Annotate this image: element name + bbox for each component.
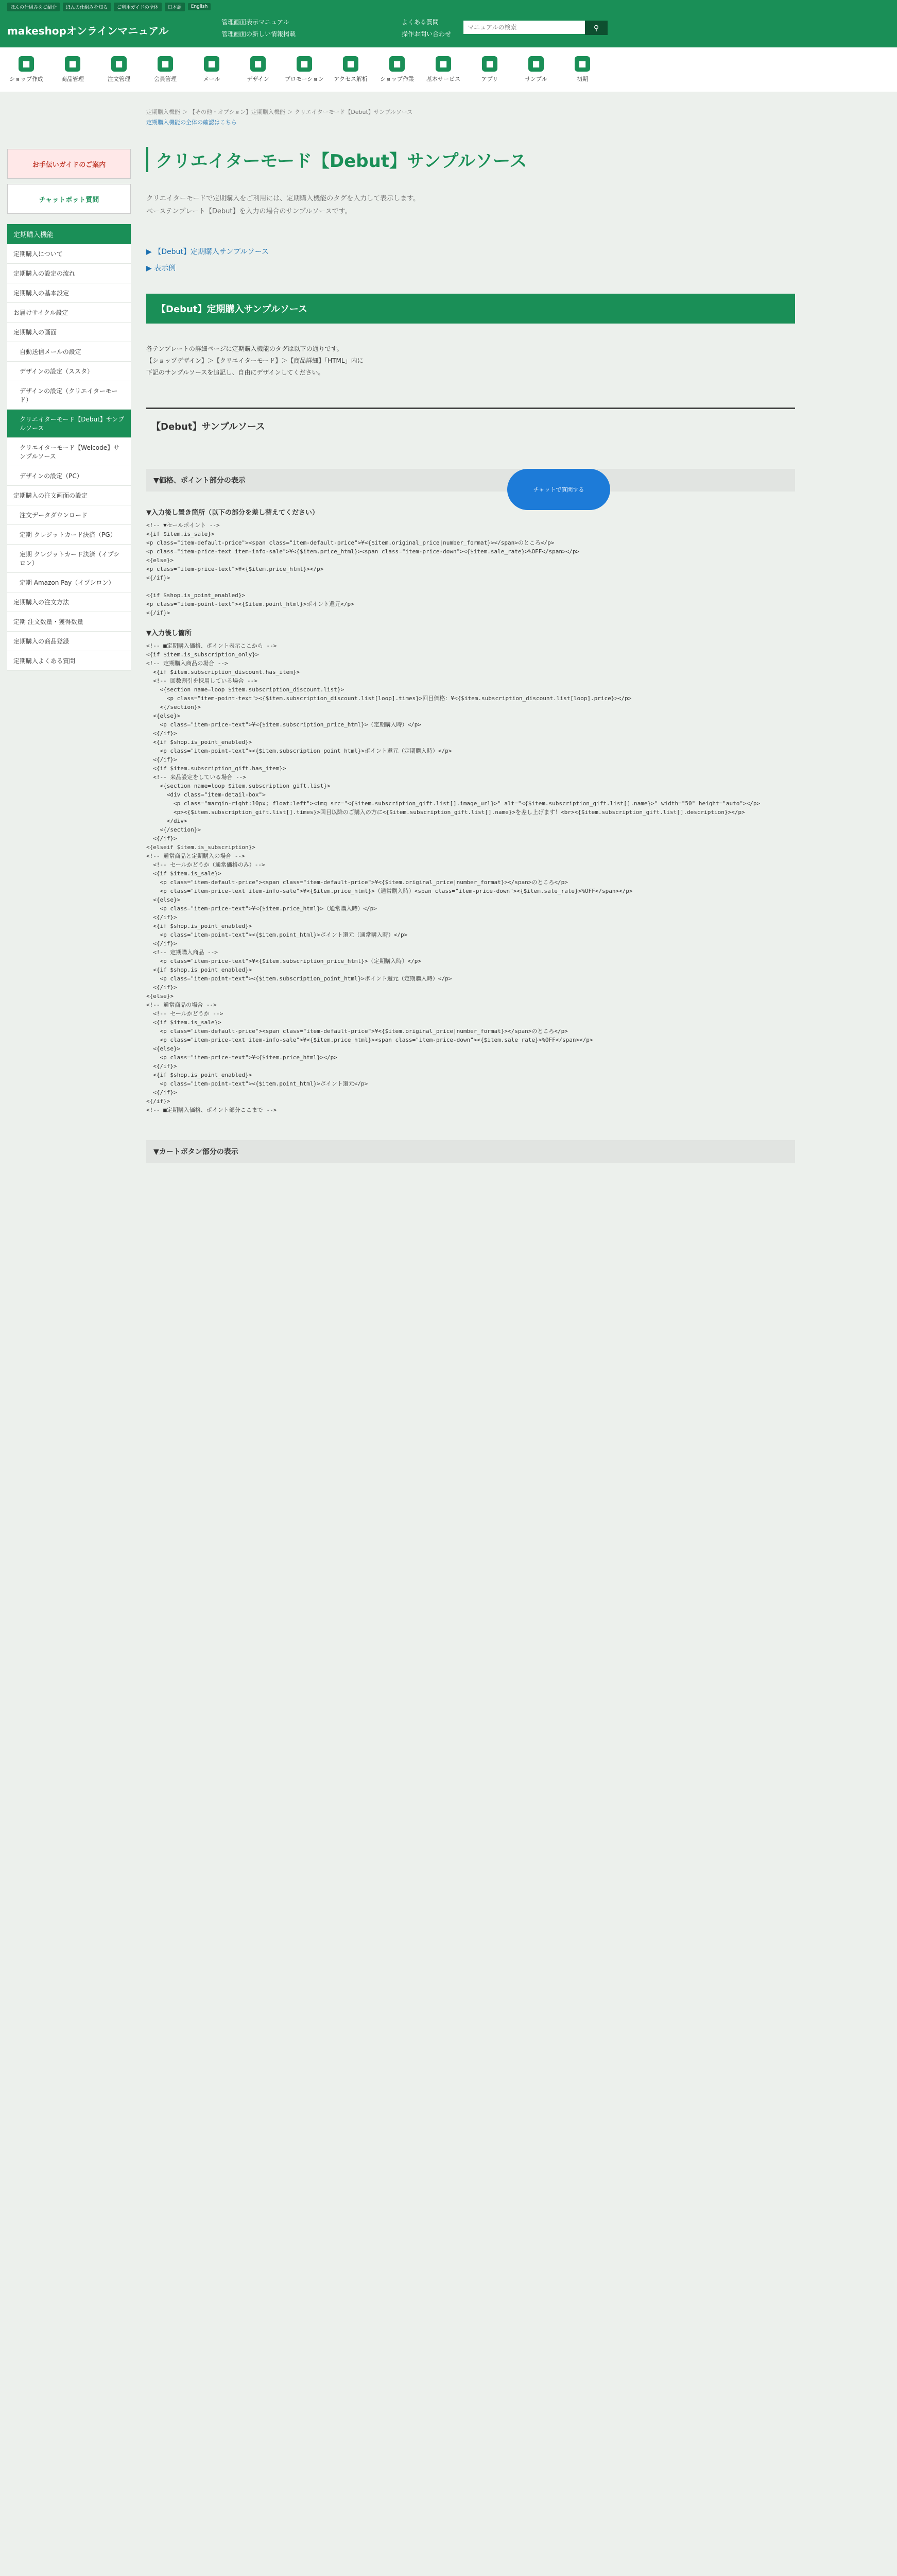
nav-label: 商品管理 [61,76,84,82]
nav-label: メール [203,76,220,82]
nav-label: プロモーション [284,76,324,82]
code-block[interactable]: <!-- ■定期購入価格、ポイント表示ここから --> <{if $item.is_subscription_only}> <!-- 定期購入商品の場合 --> <{if $item.subscription_discount.has_item}> <!-- 回数割引を採用している場合 --> <{section name=loop $item.subscription_discount.list}> <p class="item-point-text"><{$item.subscription_discount.list[loop].times}>回目価格：¥<{$item.subscription_discount.list[loop].price}></p> <{/section}> <{else}> <p class="item-price-text">¥<{$item.subscription_price_html}>（定期購入時）</p> <{/if}> <{if $shop.is_point_enabled}> <p class="item-point-text"><{$item.subscription_point_html}>ポイント還元（定期購入時）</p> <{/if}> <{if $item.subscription_gift.has_item}> <!-- 来品設定をしている場合 --> <{section name=loop $item.subscription_gift.list}> <div class="item-detail-box"> <p class="margin-right:10px; float:left"><img src="<{$item.subscription_gift.list[].image_url}>" alt="<{$item.subscription_gift.list[].name}>" width="50" height="auto"></p> <p><{$item.subscription_gift.list[].times}>回目以降のご購入の方に<{$item.subscription_gift.list[].name}>を差し上げます！<br><{$item.subscription_gift.list[].description}></p> </div> <{/section}> <{/if}> <{elseif $item.is_subscription}> <!-- 通常商品と定期購入の場合 --> <!-- セールかどうか（通常価格のみ）--> <{if $item.is_sale}> <p class="item-default-price"><span class="item-default-price">¥<{$item.original_price|number_format}></span>のところ</p> <p class="item-price-text item-info-sale">¥<{$item.price_html}>（通常購入時）<span class="item-price-down"><{$item.sale_rate}>%OFF</span></p> <{else}> <p class="item-price-text">¥<{$item.price_html}>（通常購入時）</p> <{/if}> <{if $shop.is_point_enabled}> <p class="item-point-text"><{$item.point_html}>ポイント還元（通常購入時）</p> <{/if}> <!-- 定期購入商品 --> <p class="item-price-text">¥<{$item.subscription_price_html}>（定期購入時）</p> <{if $shop.is_point_enabled}> <p class="item-point-text"><{$item.subscription_point_html}>ポイント還元（定期購入時）</p> <{/if}> <{else}> <!-- 通常商品の場合 --> <!-- セールかどうか --> <{if $item.is_sale}> <p class="item-default-price"><span class="item-default-price">¥<{$item.original_price|number_format}></span>のところ</p> <p class="item-price-text item-info-sale">¥<{$item.price_html}><span class="item-price-down"><{$item.sale_rate}>%OFF</span></p> <{else}> <p class="item-price-text">¥<{$item.price_html}></p> <{/if}> <{if $shop.is_point_enabled}> <p class="item-point-text"><{$item.point_html}>ポイント還元</p> <{/if}> <{/if}> <!-- ■定期購入価格、ポイント部分ここまで --> [146,642,761,1113]
nav-item[interactable] [559,47,606,92]
sidebar-item[interactable]: 定期 クレジットカード決済（イプシロン） [7,545,131,573]
nav-item[interactable] [142,47,188,92]
list-icon: ■ [111,56,127,72]
nav-item[interactable] [188,47,235,92]
sidebar-item[interactable]: 定期 Amazon Pay（イプシロン） [7,573,131,592]
faq-link[interactable]: よくある質問 [402,19,439,26]
sidebar-item[interactable]: 定期購入の基本設定 [7,283,131,303]
search-button[interactable] [585,21,608,35]
sidebar-item[interactable]: 定期購入よくある質問 [7,651,131,671]
sidebar-item[interactable]: デザインの設定（PC） [7,466,131,486]
anchor-link[interactable]: ▶ 表示例 [146,264,176,273]
chart-icon: ■ [343,56,358,72]
nav-label: 会員管理 [154,76,177,82]
nav-item[interactable] [96,47,142,92]
utility-link[interactable]: 日本語 [165,3,185,11]
contact-link[interactable]: 操作お問い合わせ [402,30,452,38]
app-icon: ■ [482,56,497,72]
section-heading: 【Debut】定期購入サンプルソース [146,294,795,324]
anchor-link[interactable]: ▶ 【Debut】定期購入サンプルソース [146,248,269,256]
utility-link[interactable]: ほんの仕組みを知る [63,3,111,11]
nav-item[interactable] [513,47,559,92]
search-icon: ⚲ [593,23,599,32]
breadcrumb-link[interactable]: 定期購入機能の全体の確認はこちら [146,119,237,126]
sidebar-item[interactable]: 定期購入の商品登録 [7,632,131,651]
intro-text: ベーステンプレート【Debut】を入力の場合のサンプルソースです。 [146,208,352,215]
sidebar-item[interactable]: 定期 クレジットカード決済（PG） [7,525,131,545]
sidebar-item[interactable]: デザインの設定（ススタ） [7,362,131,381]
nav-label: ショップ作業 [380,76,414,82]
header-link[interactable]: 管理画面表示マニュアル [221,19,289,26]
search-input[interactable] [463,21,585,34]
nav-label: 注文管理 [108,76,130,82]
sidebar-item[interactable]: 定期購入の注文方法 [7,592,131,612]
utility-link[interactable]: ほんの仕組みをご紹介 [7,3,60,11]
nav-label: アプリ [481,76,498,82]
megaphone-icon: ■ [297,56,312,72]
nav-item[interactable] [235,47,281,92]
design-icon: ■ [250,56,266,72]
start-icon: ■ [575,56,590,72]
chatbot-banner[interactable]: チャットボット質問 [7,184,131,214]
contact-links [402,18,451,38]
sidebar-item[interactable]: 定期購入の注文画面の設定 [7,486,131,505]
sidebar-item[interactable]: クリエイターモード【Welcode】サンプルソース [7,438,131,466]
mail-icon: ■ [204,56,219,72]
main-content [146,92,795,1178]
user-icon: ■ [158,56,173,72]
nav-item[interactable] [281,47,327,92]
code-block[interactable]: <!-- ▼セールポイント --> <{if $item.is_sale}> <p class="item-default-price"><span class="item-default-price">¥<{$item.original_price|number_format}></span>のところ</p> <p class="item-price-text item-info-sale">¥<{$item.price_html}><span class="item-price-down"><{$item.sale_rate}>%OFF</span></p> <{else}> <p class="item-price-text">¥<{$item.price_html}></p> <{/if}> <{if $shop.is_point_enabled}> <p class="item-point-text"><{$item.point_html}>ポイント還元</p> <{/if}> [146,522,580,616]
sidebar-item[interactable]: デザインの設定（クリエイターモード） [7,381,131,410]
sidebar-item[interactable]: お届けサイクル設定 [7,303,131,323]
sub-heading: 【Debut】サンプルソース [146,408,795,443]
nav-label: 初期 [577,76,588,82]
box-icon: ■ [65,56,80,72]
utility-link[interactable]: ご利用ガイドの全体 [114,3,162,11]
nav-label: ショップ作成 [9,76,43,82]
anchor-links [146,246,795,273]
nav-label: サンプル [525,76,547,82]
sample-icon: ■ [528,56,544,72]
chat-widget[interactable]: チャットで質問する [507,469,610,510]
page-title: クリエイターモード【Debut】サンプルソース [146,147,795,172]
sidebar [7,92,131,1178]
shop-icon: ■ [19,56,34,72]
section-description: 各テンプレートの詳細ページに定期購入機能のタグは以下の通りです。 【ショップデザイン】＞【クリエイターモード】＞【商品詳細】「HTML」内に 下記のサンプルソースを追記し、自由にデザインしてください。 [146,345,364,376]
utility-bar [0,0,897,13]
nav-label: デザイン [247,76,269,82]
nav-label: 基本サービス [426,76,460,82]
code-title: ▼入力後し置き箇所（以下の部分を差し替えてください） [146,509,319,517]
sidebar-heading[interactable]: 定期購入機能 [7,224,131,244]
tool-icon: ■ [389,56,405,72]
guide-banner[interactable]: お手伝いガイドのご案内 [7,149,131,179]
nav-label: アクセス解析 [334,76,368,82]
sidebar-item[interactable]: クリエイターモード【Debut】サンプルソース [7,410,131,438]
subsection-bar: ▼価格、ポイント部分の表示 [146,469,795,492]
code-title: ▼入力後し箇所 [146,630,192,637]
intro-text: クリエイターモードで定期購入をご利用には、定期購入機能のタグを入力して表示します。 [146,195,420,202]
header-links [221,18,296,38]
utility-link[interactable]: English [188,3,211,10]
sidebar-item[interactable]: 定期購入について [7,244,131,264]
main-nav [0,47,897,92]
site-logo[interactable]: makeshopオンラインマニュアル [7,25,169,37]
nav-item[interactable] [467,47,513,92]
breadcrumb[interactable]: 定期購入機能 ＞ 【その他・オプション】定期購入機能 ＞ クリエイターモード【Debut】サンプルソース [146,109,413,115]
sidebar-item[interactable]: 自動送信メールの設定 [7,342,131,362]
sidebar-item[interactable]: 定期購入の画面 [7,323,131,342]
header-link[interactable]: 管理画面の新しい情報掲載 [221,30,296,38]
service-icon: ■ [436,56,451,72]
nav-item[interactable] [3,47,49,92]
intro [146,193,795,215]
sidebar-item[interactable]: 定期購入の設定の流れ [7,264,131,283]
nav-item[interactable] [420,47,467,92]
nav-item[interactable] [374,47,420,92]
subsection-bar: ▼カートボタン部分の表示 [146,1140,795,1163]
sidebar-item[interactable]: 定期 注文数量・獲得数量 [7,612,131,632]
top-header [0,0,897,47]
nav-item[interactable] [327,47,374,92]
nav-item[interactable] [49,47,96,92]
search-box [463,21,608,35]
sidebar-item[interactable]: 注文データダウンロード [7,505,131,525]
